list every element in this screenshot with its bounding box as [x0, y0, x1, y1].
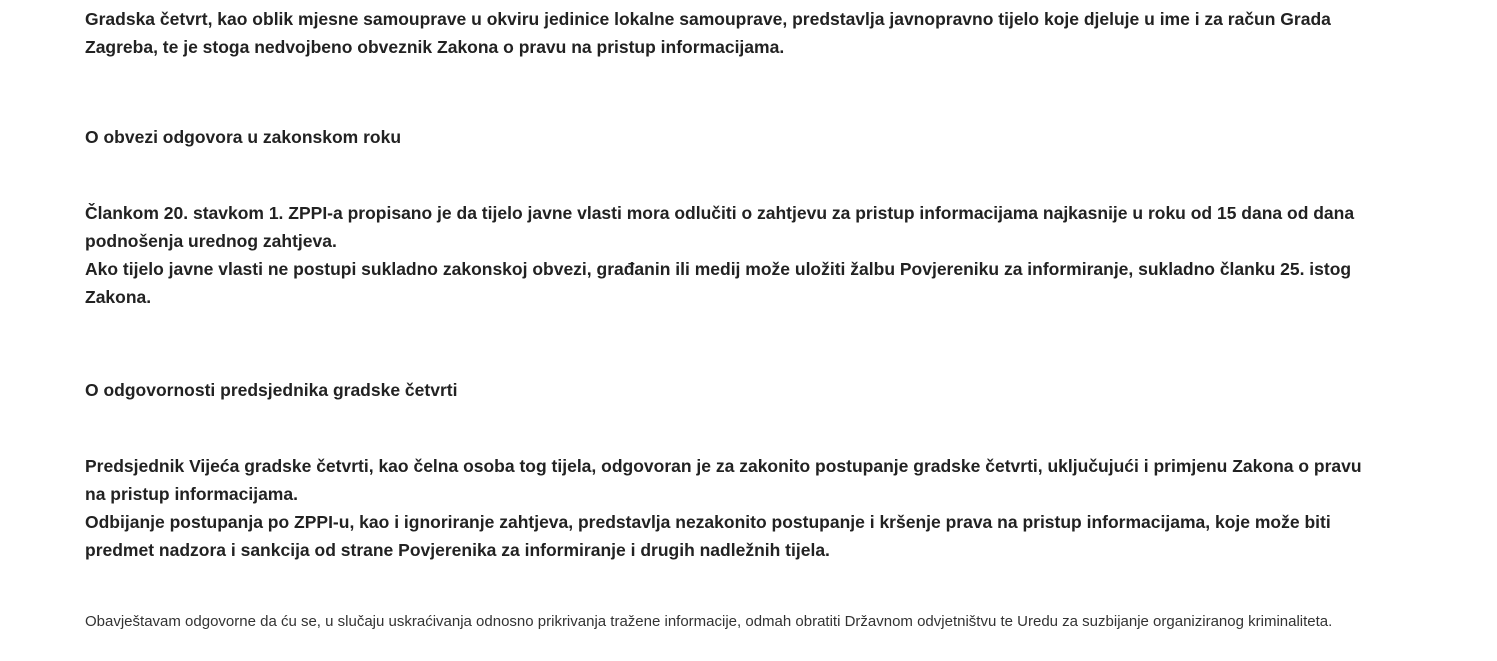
- obveza-paragraph: [85, 199, 1354, 311]
- odgovornost-line-1: Predsjednik Vijeća gradske četvrti, kao čelna osoba tog tijela, odgovoran je za zakonito postupanje gradske četvrti, uključujući i primjenu Zakona o pravu: [85, 456, 1362, 476]
- intro-paragraph: [85, 5, 1331, 61]
- obveza-line-2: podnošenja urednog zahtjeva.: [85, 231, 337, 251]
- intro-line-2: Zagreba, te je stoga nedvojbeno obveznik Zakona o pravu na pristup informacijama.: [85, 37, 785, 57]
- heading-obveza: O obvezi odgovora u zakonskom roku: [85, 127, 402, 147]
- odgovornost-line-4: predmet nadzora i sankcija od strane Povjerenika za informiranje i drugih nadležnih tijela.: [85, 540, 830, 560]
- obveza-line-3: Ako tijelo javne vlasti ne postupi sukladno zakonskoj obvezi, građanin ili medij može uložiti žalbu Povjereniku za informiranje, sukladno članku 25. istog: [85, 259, 1352, 279]
- odgovornost-paragraph: [85, 452, 1362, 564]
- closing-note: Obavještavam odgovorne da ću se, u slučaju uskraćivanja odnosno prikrivanja tražene informacije, odmah obratiti Državnom odvjetništvu te Uredu za suzbijanje organiziranog kriminaliteta.: [85, 613, 1333, 630]
- obveza-line-4: Zakona.: [85, 287, 152, 307]
- odgovornost-line-2: na pristup informacijama.: [85, 484, 298, 504]
- heading-odgovornost: O odgovornosti predsjednika gradske četvrti: [85, 380, 458, 400]
- obveza-line-1: Člankom 20. stavkom 1. ZPPI-a propisano je da tijelo javne vlasti mora odlučiti o zahtjevu za pristup informacijama najkasnije u roku od 15 dana od dana: [85, 203, 1355, 223]
- intro-line-1: Gradska četvrt, kao oblik mjesne samouprave u okviru jedinice lokalne samouprave, predstavlja javnopravno tijelo koje djeluje u ime i za račun Grada: [85, 9, 1331, 29]
- odgovornost-line-3: Odbijanje postupanja po ZPPI-u, kao i ignoriranje zahtjeva, predstavlja nezakonito postupanje i kršenje prava na pristup informacijama, koje može biti: [85, 512, 1331, 532]
